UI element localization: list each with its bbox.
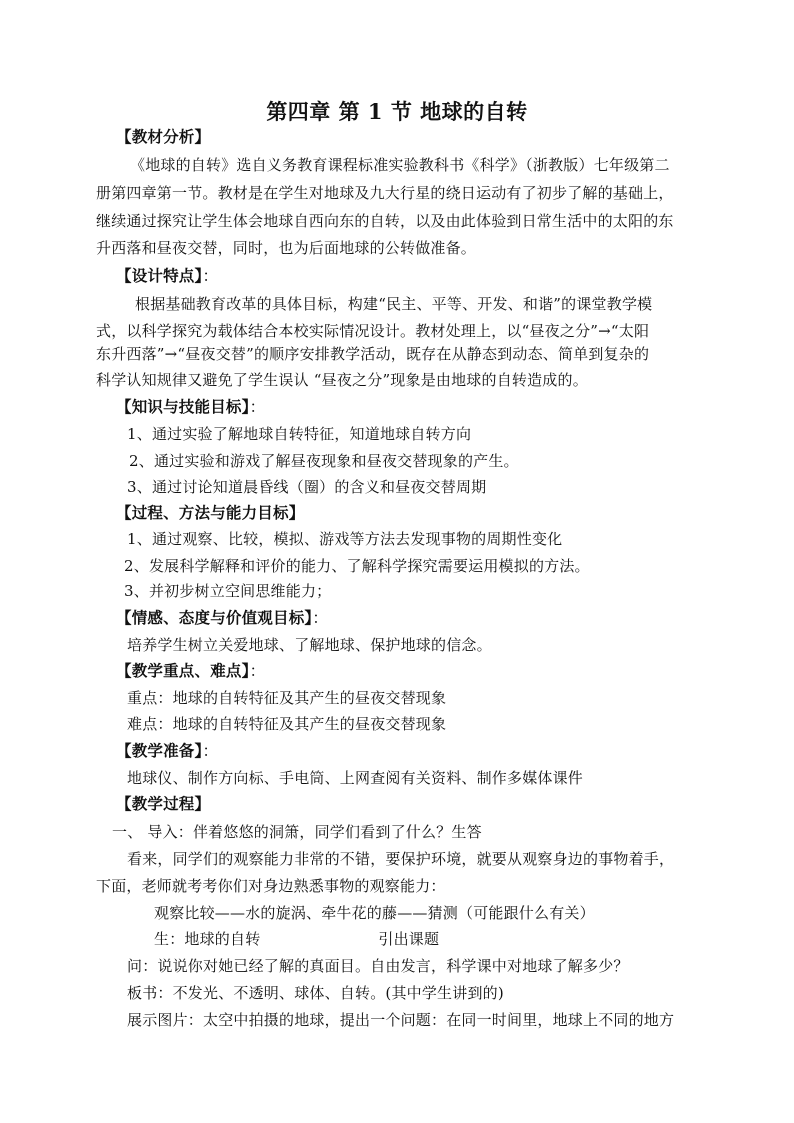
list-item: 3、并初步树立空间思维能力； [124, 582, 332, 600]
paragraph-line: 根据基础教育改革的具体目标，构建“民主、平等、开发、和谐”的课堂教学模 [135, 295, 653, 313]
list-item: 1、通过实验了解地球自转特征，知道地球自转方向 [127, 425, 472, 443]
section-heading-textbook-analysis: 【教材分析】 [116, 127, 211, 146]
section-heading-knowledge-goals: 【知识与技能目标】： [116, 397, 266, 416]
paragraph-line: 培养学生树立关爱地球、了解地球、保护地球的信念。 [127, 636, 492, 654]
section-heading-teaching-preparation: 【教学准备】： [116, 741, 219, 760]
intro-line: 一、 导入：伴着悠悠的洞箫，同学们看到了什么？生答 [112, 823, 482, 841]
paragraph-line: 式，以科学探究为载体结合本校实际情况设计。教材处理上，以“昼夜之分”→“太阳 [96, 322, 650, 340]
board-writing-line: 板书：不发光、不透明、球体、自转。(其中学生讲到的) [127, 984, 504, 1002]
paragraph-line: 《地球的自转》选自义务教育课程标准实验教科书《科学》（浙教版）七年级第二 [130, 156, 670, 174]
list-item: 2、通过实验和游戏了解昼夜现象和昼夜交替现象的产生。 [129, 452, 519, 470]
section-heading-emotion-goals: 【情感、态度与价值观目标】： [116, 608, 329, 627]
paragraph-line: 下面，老师就考考你们对身边熟悉事物的观察能力： [96, 877, 446, 895]
question-line: 问：说说你对她已经了解的真面目。自由发言，科学课中对地球了解多少？ [127, 957, 629, 975]
observation-line: 观察比较——水的旋涡、牵牛花的藤——猜测（可能跟什么有关） [154, 904, 595, 922]
page-title: 第四章 第 1 节 地球的自转 [266, 99, 528, 124]
paragraph-line: 科学认知规律又避免了学生误认 “昼夜之分”现象是由地球的自转造成的。 [96, 371, 588, 389]
section-heading-key-difficult-points: 【教学重点、难点】： [116, 661, 266, 680]
paragraph-line: 地球仪、制作方向标、手电筒、上网查阅有关资料、制作多媒体课件 [127, 769, 584, 787]
show-picture-line: 展示图片：太空中拍摄的地球，提出一个问题：在同一时间里，地球上不同的地方 [127, 1011, 675, 1029]
list-item: 3、通过讨论知道晨昏线（圈）的含义和昼夜交替周期 [127, 478, 487, 496]
paragraph-line: 升西落和昼夜交替，同时，也为后面地球的公转做准备。 [96, 239, 477, 257]
section-heading-teaching-process: 【教学过程】 [116, 794, 211, 813]
difficult-point: 难点：地球的自转特征及其产生的昼夜交替现象 [127, 715, 447, 733]
paragraph-line: 东升西落”→“昼夜交替”的顺序安排教学活动，既存在从静态到动态、简单到复杂的 [96, 345, 650, 363]
paragraph-line: 继续通过探究让学生体会地球自西向东的自转，以及由此体验到日常生活中的太阳的东 [96, 212, 674, 230]
paragraph-line: 册第四章第一节。教材是在学生对地球及九大行星的绕日运动有了初步了解的基础上， [96, 184, 674, 202]
list-item: 2、发展科学解释和评价的能力、了解科学探究需要运用模拟的方法。 [124, 557, 590, 575]
list-item: 1、通过观察、比较，模拟、游戏等方法去发现事物的周期性变化 [127, 530, 563, 548]
section-heading-process-goals: 【过程、方法与能力目标】 [116, 503, 305, 522]
key-point: 重点：地球的自转特征及其产生的昼夜交替现象 [127, 689, 447, 707]
section-heading-design-features: 【设计特点】： [116, 266, 219, 285]
paragraph-line: 看来，同学们的观察能力非常的不错，要保护环境，就要从观察身边的事物着手， [127, 850, 675, 868]
student-answer-line: 生：地球的自转 引出课题 [154, 930, 440, 948]
